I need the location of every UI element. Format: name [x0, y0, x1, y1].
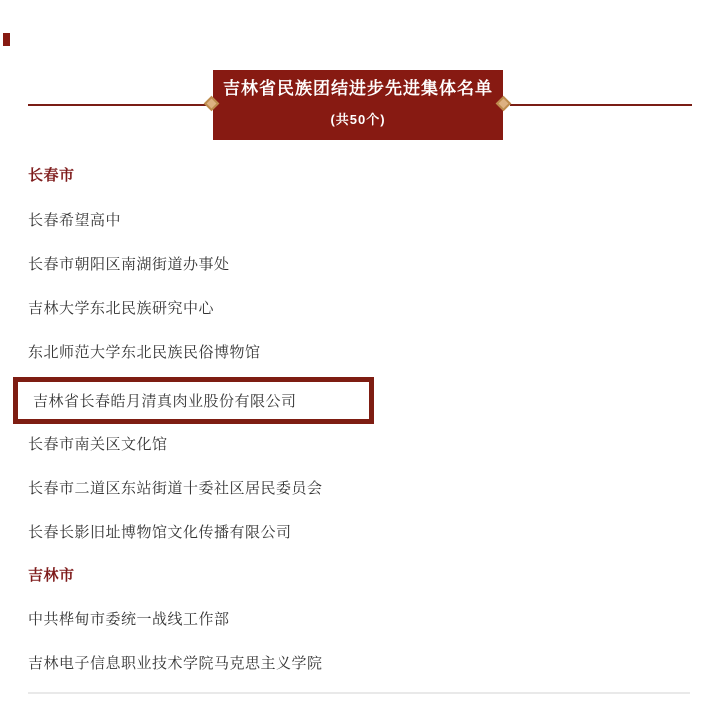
- section-heading-jilin: 吉林市: [28, 567, 75, 584]
- list-item: 长春希望高中: [28, 212, 122, 229]
- page-title: 吉林省民族团结进步先进集体名单: [223, 79, 493, 98]
- section-heading-changchun: 长春市: [28, 167, 75, 184]
- list-item: 长春长影旧址博物馆文化传播有限公司: [28, 524, 292, 541]
- highlight-box: [13, 377, 374, 424]
- list-item-highlighted: 吉林省长春皓月清真肉业股份有限公司: [33, 393, 297, 410]
- list-item: 长春市南关区文化馆: [28, 436, 168, 453]
- corner-marker: [3, 33, 10, 46]
- list-item: 长春市二道区东站街道十委社区居民委员会: [28, 480, 323, 497]
- count-note: (共50个): [330, 112, 386, 127]
- list-item: 吉林大学东北民族研究中心: [28, 300, 215, 317]
- bottom-divider: [28, 692, 690, 694]
- header-rule-left: [28, 104, 207, 106]
- list-item: 东北师范大学东北民族民俗博物馆: [28, 344, 261, 361]
- list-item: 中共桦甸市委统一战线工作部: [28, 611, 230, 628]
- list-item: 长春市朝阳区南湖街道办事处: [28, 256, 230, 273]
- header-rule-right: [510, 104, 692, 106]
- title-banner: [213, 70, 503, 140]
- list-item: 吉林电子信息职业技术学院马克思主义学院: [28, 655, 323, 672]
